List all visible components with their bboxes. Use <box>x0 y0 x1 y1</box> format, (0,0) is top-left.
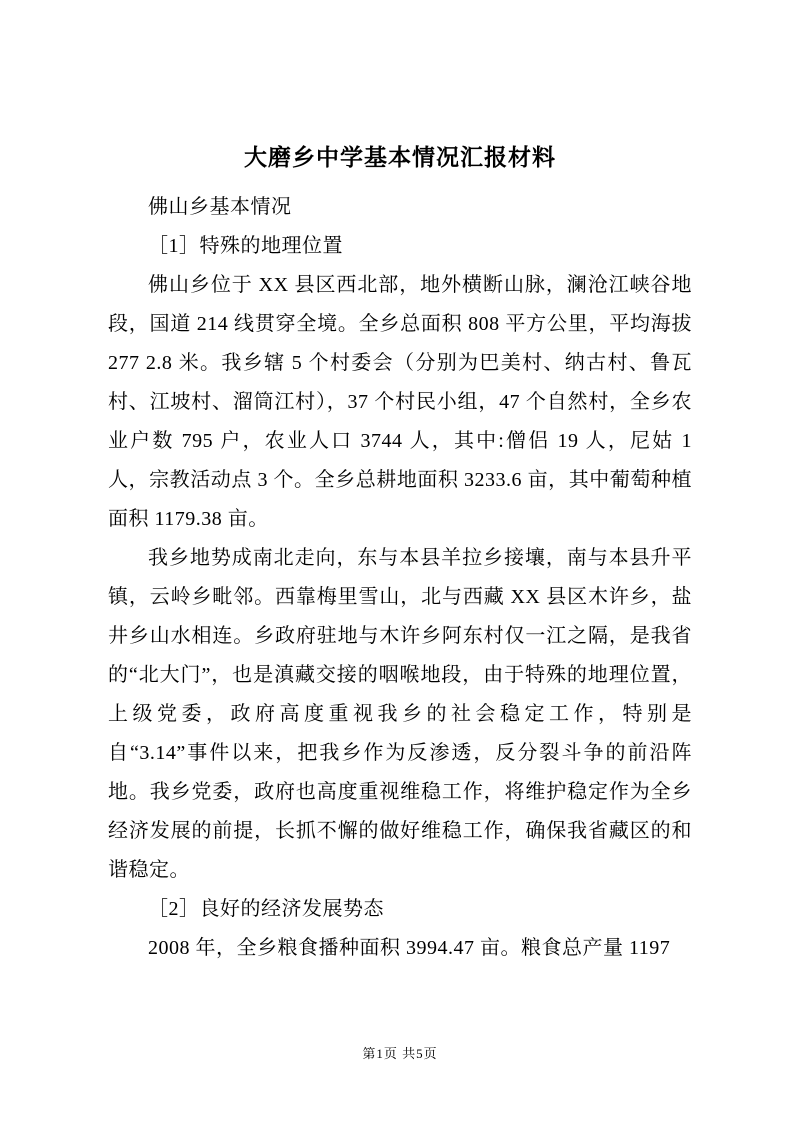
document-title: 大磨乡中学基本情况汇报材料 <box>244 145 556 170</box>
paragraph-geography: 佛山乡位于 XX 县区西北部，地外横断山脉，澜沧江峡谷地段，国道 214 线贯穿全境。全乡总面积 808 平方公里，平均海拔 277 2.8 米。我乡辖 5 个村委会（分别为巴美村、纳古村、鲁瓦村、江坡村、溜筒江村），37 个村民小组，47 个自然村，全乡农业户数 795 户，农业人口 3744 人，其中:僧侣 19 人，尼姑 1 人，宗教活动点 3 个。全乡总耕地面积 3233.6 亩，其中葡萄种植面积 1179.38 亩。 <box>108 274 692 530</box>
paragraph-intro: 佛山乡基本情况 <box>148 196 292 218</box>
paragraph-section-1-heading: ［1］特殊的地理位置 <box>148 235 343 257</box>
document-content <box>108 142 692 968</box>
paragraph-section-2-heading: ［2］良好的经济发展势态 <box>148 898 384 920</box>
paragraph-economy: 2008 年，全乡粮食播种面积 3994.47 亩。粮食总产量 1197 <box>148 937 671 959</box>
page-number-footer: 第1页 共5页 <box>362 1046 438 1061</box>
paragraph-terrain-stability: 我乡地势成南北走向，东与本县羊拉乡接壤，南与本县升平镇，云岭乡毗邻。西靠梅里雪山，北与西藏 XX 县区木许乡，盐井乡山水相连。乡政府驻地与木许乡阿东村仅一江之隔，是我省的“北大门”，也是滇藏交接的咽喉地段，由于特殊的地理位置，上级党委，政府高度重视我乡的社会稳定工作，特别是自“3.14”事件以来，把我乡作为反渗透，反分裂斗争的前沿阵地。我乡党委，政府也高度重视维稳工作，将维护稳定作为全乡经济发展的前提，长抓不懈的做好维稳工作，确保我省藏区的和谐稳定。 <box>108 547 692 881</box>
